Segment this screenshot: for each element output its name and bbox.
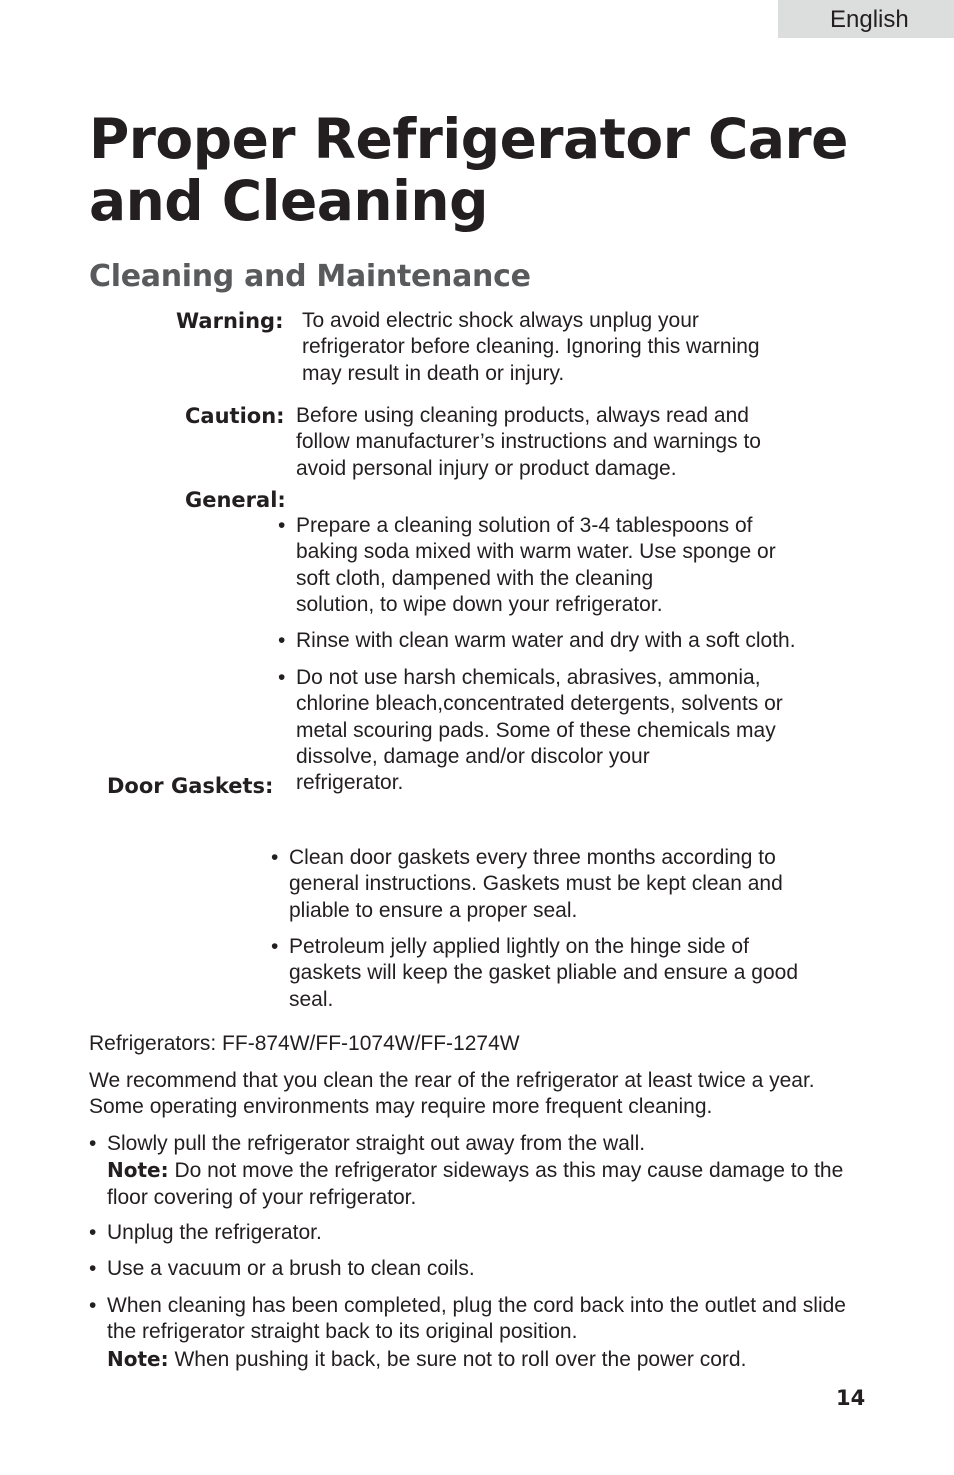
bullet-icon: • (278, 666, 286, 689)
list-item: • When cleaning has been completed, plug the cord back into the outlet and slide the refrigerator straight back to its original position. Note: When pushing it back, be sure not to roll over the power cord. (89, 1293, 846, 1373)
list-item: • Rinse with clean warm water and dry with a soft cloth. (278, 628, 796, 654)
language-tab: English (778, 0, 954, 38)
bullet-icon: • (89, 1132, 97, 1155)
list-item: • Slowly pull the refrigerator straight out away from the wall. Note: Do not move the refrigerator sideways as this may cause damage to the floor covering of your refrigerator. (89, 1131, 843, 1211)
bullet-icon: • (271, 935, 279, 958)
list-item: • Do not use harsh chemicals, abrasives, ammonia, chlorine bleach,concentrated detergents, solvents or metal scouring pads. Some of these chemicals may dissolve, damage and/or discolor your refrigerator. (278, 665, 783, 796)
general-label: General: (185, 488, 286, 512)
page-number: 14 (836, 1386, 866, 1410)
bullet-icon: • (89, 1294, 97, 1317)
list-item: • Unplug the refrigerator. (89, 1220, 322, 1246)
intro-paragraph: We recommend that you clean the rear of the refrigerator at least twice a year. Some operating environments may require more frequent cleaning. (89, 1069, 815, 1119)
list-item: • Prepare a cleaning solution of 3-4 tablespoons of baking soda mixed with warm water. Use sponge or soft cloth, dampened with the cleaning solution, to wipe down your refrigerator. (278, 513, 776, 618)
models-line: Refrigerators: FF-874W/FF-1074W/FF-1274W (89, 1032, 520, 1055)
caution-text: Before using cleaning products, always read and follow manufacturer’s instructions and warnings to avoid personal injury or product damage. (296, 404, 761, 480)
list-item: • Use a vacuum or a brush to clean coils. (89, 1256, 475, 1282)
door-gaskets-label: Door Gaskets: (107, 774, 274, 798)
note-label: Note: (107, 1158, 169, 1183)
list-item: • Petroleum jelly applied lightly on the hinge side of gaskets will keep the gasket pliable and ensure a good seal. (271, 934, 798, 1013)
list-item: • Clean door gaskets every three months according to general instructions. Gaskets must be kept clean and pliable to ensure a proper seal. (271, 845, 783, 924)
page-title: Proper Refrigerator Care and Cleaning (89, 107, 848, 233)
bullet-icon: • (271, 846, 279, 869)
caution-label: Caution: (185, 404, 285, 428)
bullet-icon: • (278, 629, 286, 652)
section-subtitle: Cleaning and Maintenance (89, 259, 531, 294)
warning-text: To avoid electric shock always unplug your refrigerator before cleaning. Ignoring this warning may result in death or injury. (302, 309, 760, 385)
bullet-icon: • (89, 1257, 97, 1280)
bullet-icon: • (278, 514, 286, 537)
bullet-icon: • (89, 1221, 97, 1244)
warning-label: Warning: (176, 309, 284, 333)
note-label: Note: (107, 1346, 169, 1371)
